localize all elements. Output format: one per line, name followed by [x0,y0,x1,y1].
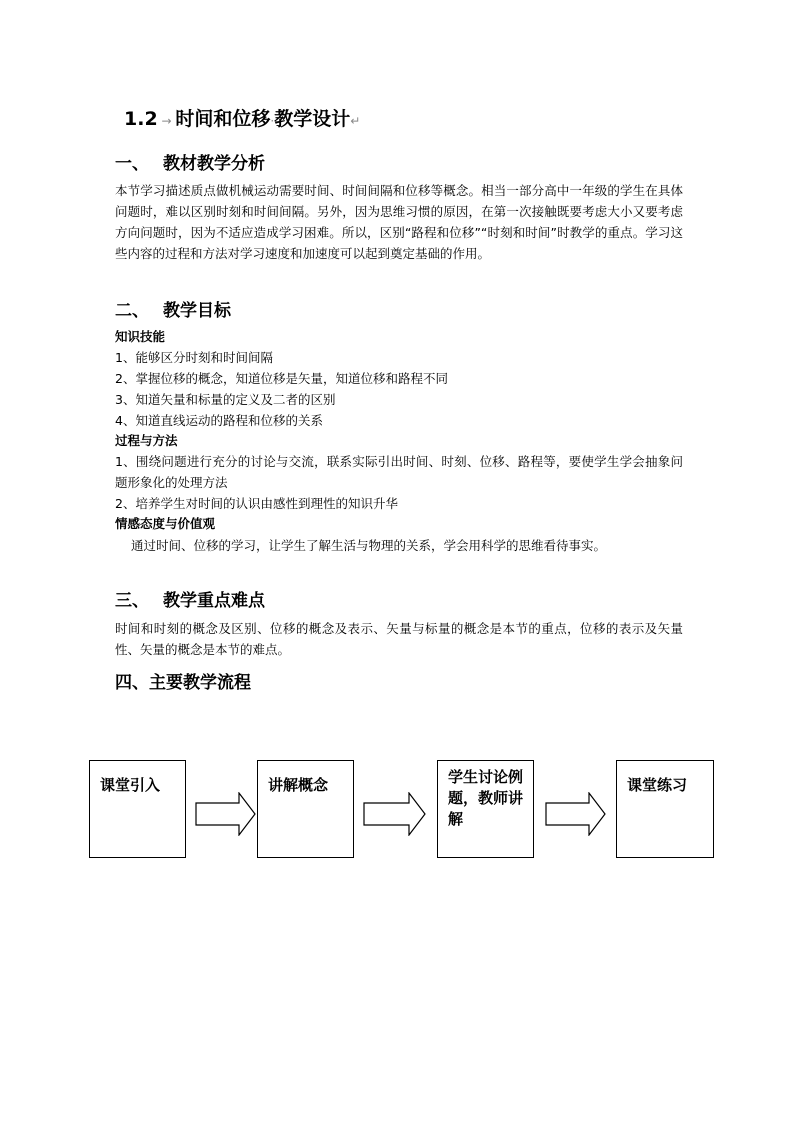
attitude-subheading: 情感态度与价值观 [115,516,216,531]
section-heading-1 [115,149,265,174]
section-heading-3 [115,586,265,611]
section-number: 二、 [115,301,149,321]
flow-step-concept: 讲解概念 [257,760,354,858]
section-3-paragraph: 时间和时刻的概念及区别、位移的概念及表示、矢量与标量的概念是本节的重点，位移的表示及矢量性、矢量的概念是本节的难点。 [115,621,683,657]
space-mark-icon: · [270,114,275,128]
flow-step-discussion: 学生讨论例题，教师讲解 [437,760,534,858]
title-text: 时间和位移 [175,108,271,130]
section-number: 三、 [115,591,149,611]
list-item: 3、知道矢量和标量的定义及二者的区别 [115,392,336,407]
flow-step-practice: 课堂练习 [616,760,714,858]
section-title: 教学目标 [163,301,231,321]
section-number: 一、 [115,154,149,174]
page-title [124,104,360,131]
section-title: 教材教学分析 [163,154,265,174]
flow-step-intro: 课堂引入 [89,760,186,858]
section-heading-4: 四、主要教学流程 [115,673,251,693]
section-title: 教学重点难点 [163,591,265,611]
paragraph-mark-icon: ↵ [350,114,361,128]
title-number: 1.2 [124,108,158,130]
attitude-text: 通过时间、位移的学习，让学生了解生活与物理的关系，学会用科学的思维看待事实。 [131,538,607,553]
flow-arrow-1-icon [195,792,257,836]
list-item: 1、围绕问题进行充分的讨论与交流，联系实际引出时间、时刻、位移、路程等，要使学生学会抽象问题形象化的处理方法 [115,454,683,490]
process-subheading: 过程与方法 [115,433,178,448]
flow-arrow-2-icon [363,792,427,836]
list-item: 1、能够区分时刻和时间间隔 [115,350,273,365]
knowledge-subheading: 知识技能 [115,329,166,344]
list-item: 2、培养学生对时间的认识由感性到理性的知识升华 [115,496,398,511]
section-heading-2 [115,296,231,321]
flow-arrow-3-icon [545,792,607,836]
list-item: 4、知道直线运动的路程和位移的关系 [115,413,323,428]
title-suffix: 教学设计 [274,108,351,130]
tab-mark-icon: → [157,114,176,128]
list-item: 2、掌握位移的概念，知道位移是矢量，知道位移和路程不同 [115,371,448,386]
section-1-paragraph: 本节学习描述质点做机械运动需要时间、时间间隔和位移等概念。相当一部分高中一年级的学生在具体问题时，难以区别时刻和时间间隔。另外，因为思维习惯的原因，在第一次接触既要考虑大小又要考虑方向问题时，因为不适应造成学习困难。所以，区别“路程和位移”“时刻和时间”时教学的重点。学习这些内容的过程和方法对学习速度和加速度可以起到奠定基础的作用。 [115,183,683,261]
